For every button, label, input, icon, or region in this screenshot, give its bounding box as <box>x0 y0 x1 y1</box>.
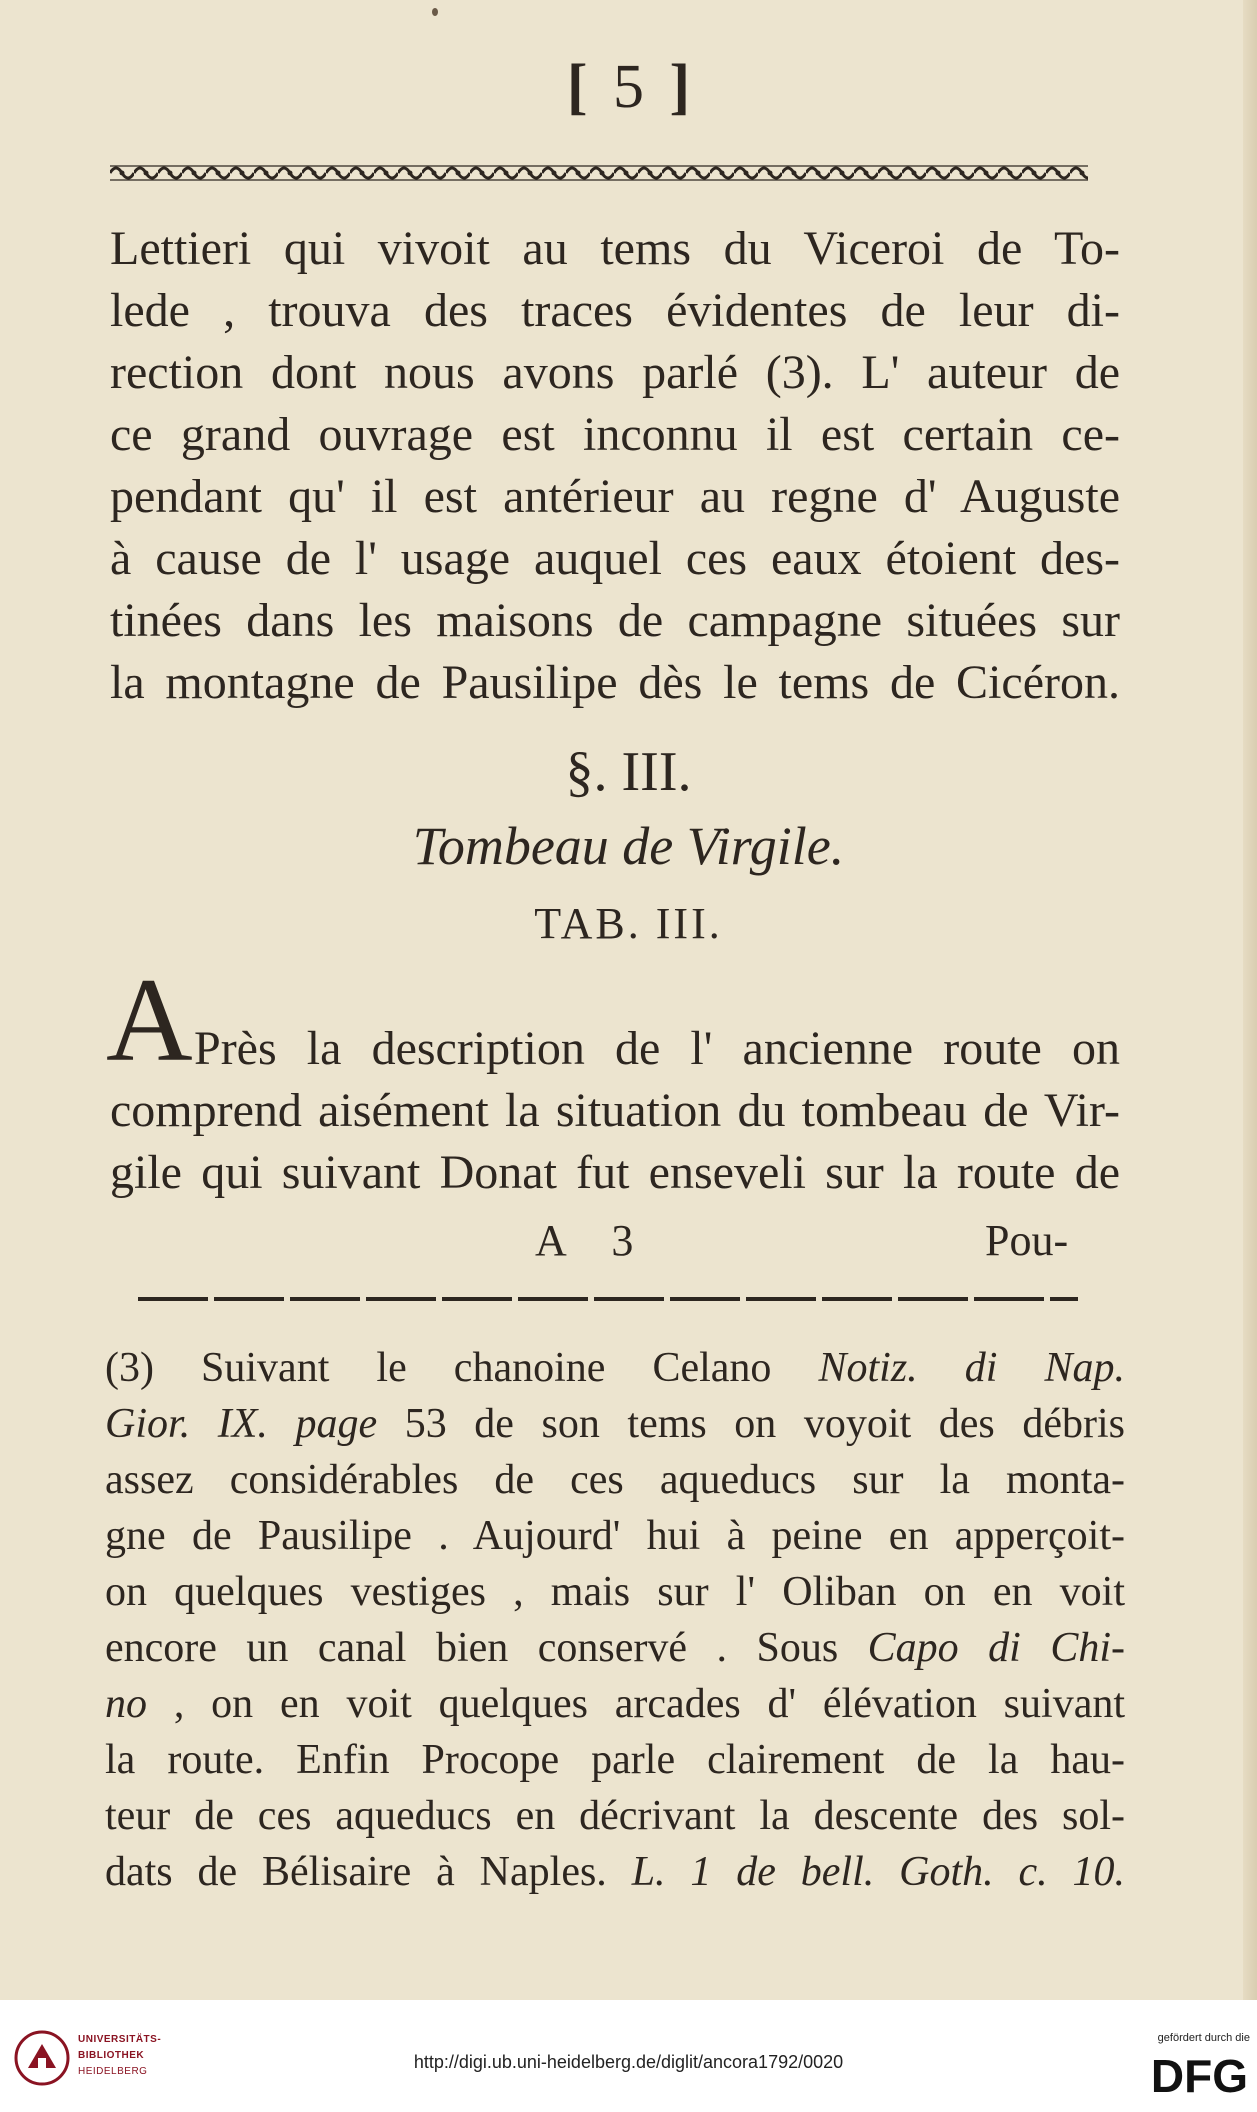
page-header <box>0 52 1257 142</box>
footnote-rule <box>138 1296 1078 1302</box>
footnote-line-3: assez considérables de ces aqueducs sur la monta- <box>105 1457 1125 1503</box>
header-open-bracket: [ <box>566 53 588 121</box>
footnote-line-1 <box>105 1340 1125 1396</box>
footnote-line-4: gne de Pausilipe . Aujourd' hui à peine en apperçoit- <box>105 1513 1125 1559</box>
chapter-title: Tombeau de Virgile. <box>412 816 845 876</box>
library-name-line1: UNIVERSITÄTS- <box>78 2034 162 2045</box>
para2-line-2: comprend aisément la situation du tombeau de Vir- <box>110 1084 1120 1137</box>
footnote-line-9: teur de ces aqueducs en décrivant la descente des sol- <box>105 1793 1125 1839</box>
dfg-logo-icon <box>1130 2050 1250 2100</box>
signature-mark: A 3 <box>535 1216 652 1265</box>
body-line-2: lede , trouva des traces évidentes de leur di- <box>110 284 1120 337</box>
body-line-6: à cause de l' usage auquel ces eaux étoient des- <box>110 532 1120 585</box>
footnote-italic: Capo di Chi- <box>867 1625 1125 1671</box>
body-line-1: Lettieri qui vivoit au tems du Viceroi de To- <box>110 222 1120 275</box>
footnote-text: encore un canal bien conservé . Sous <box>105 1625 839 1671</box>
footnote-line-10 <box>105 1844 1125 1900</box>
source-url <box>0 2052 1257 2082</box>
funder-label: gefördert durch die <box>1157 2032 1250 2044</box>
footnote-italic: Notiz. di Nap. <box>818 1345 1125 1391</box>
footnote-line-2 <box>105 1396 1125 1452</box>
footnote-text: dats de Bélisaire à Naples. <box>105 1849 607 1895</box>
footnote-line-6 <box>105 1620 1125 1676</box>
body-line-3: rection dont nous avons parlé (3). L' auteur de <box>110 346 1120 399</box>
footnote-line-8: la route. Enfin Procope parle clairement de la hau- <box>105 1737 1125 1783</box>
footnote-text: , on en voit quelques arcades d' élévation suivant <box>173 1681 1126 1727</box>
catchword: Pou- <box>985 1216 1069 1265</box>
drop-cap: A <box>106 953 193 1086</box>
footnote-text: 53 de son tems on voyoit des débris <box>404 1401 1125 1447</box>
page-number: 5 <box>613 53 644 121</box>
body-line-8: la montagne de Pausilipe dès le tems de Cicéron. <box>110 656 1120 709</box>
page-edge <box>1243 0 1257 2000</box>
body-line-4: ce grand ouvrage est inconnu il est certain ce- <box>110 408 1120 461</box>
footnote-italic: L. 1 de bell. Goth. c. 10. <box>631 1849 1126 1895</box>
para2-line-1: Près la description de l' ancienne route on <box>194 1022 1120 1075</box>
ornamental-rule <box>110 160 1088 186</box>
source-url-link[interactable]: http://digi.ub.uni-heidelberg.de/diglit/ancora1792/0020 <box>413 2052 844 2072</box>
footnote-line-7 <box>105 1676 1125 1732</box>
dfg-logo-text: DFG <box>1150 2050 1248 2100</box>
body-line-7: tinées dans les maisons de campagne situées sur <box>110 594 1120 647</box>
ink-speck <box>432 8 438 16</box>
section-heading: §. III. <box>565 741 692 803</box>
para2-line-3: gile qui suivant Donat fut enseveli sur la route de <box>110 1146 1120 1199</box>
library-name-line2: BIBLIOTHEK <box>78 2050 145 2061</box>
footnote-italic: no <box>105 1681 147 1727</box>
footnote-line-5: on quelques vestiges , mais sur l' Oliban on en voit <box>105 1569 1125 1615</box>
footnote-text: (3) Suivant le chanoine Celano <box>105 1345 772 1391</box>
header-close-bracket: ] <box>669 53 691 121</box>
body-line-5: pendant qu' il est antérieur au regne d' Auguste <box>110 470 1120 523</box>
library-name-line3: HEIDELBERG <box>78 2066 148 2077</box>
plate-reference: TAB. III. <box>534 899 723 948</box>
footnote-italic: Gior. IX. page <box>105 1401 378 1447</box>
